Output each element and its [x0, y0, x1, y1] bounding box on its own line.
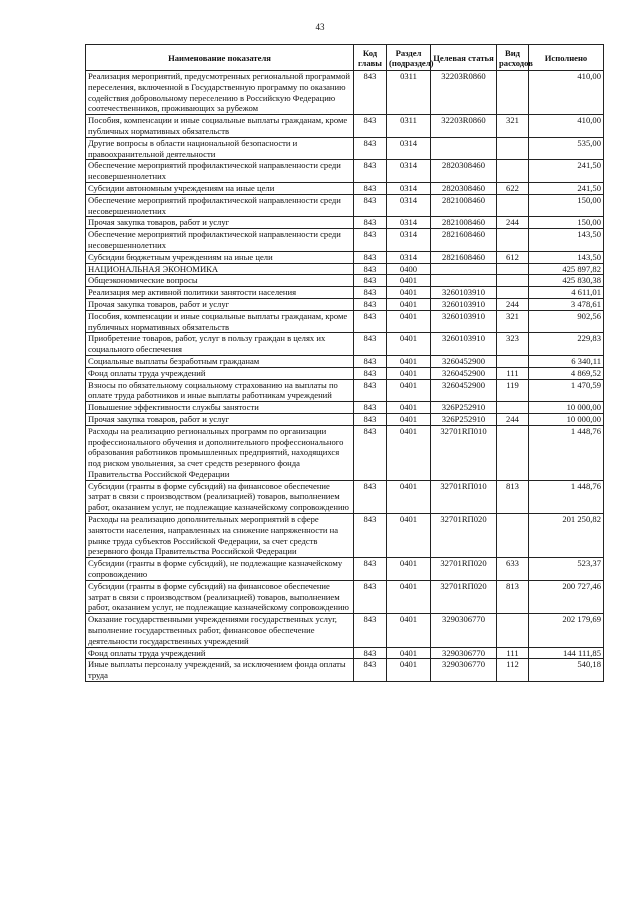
table-cell-amount: 425 830,38 — [529, 275, 604, 287]
table-cell-code: 843 — [354, 558, 387, 581]
table-cell-target: 3260103910 — [431, 310, 497, 333]
table-row — [86, 367, 604, 379]
table-cell-section: 0401 — [387, 367, 431, 379]
table-cell-expense: 244 — [497, 217, 529, 229]
table-cell-amount: 6 340,11 — [529, 355, 604, 367]
table-cell-section: 0314 — [387, 182, 431, 194]
table-cell-expense: 633 — [497, 558, 529, 581]
table-cell-expense: 244 — [497, 413, 529, 425]
table-cell-expense — [497, 614, 529, 647]
table-cell-target — [431, 275, 497, 287]
table-cell-amount: 1 448,76 — [529, 480, 604, 513]
table-cell-expense — [497, 287, 529, 299]
table-cell-amount: 3 478,61 — [529, 298, 604, 310]
header-target: Целевая статья — [431, 45, 497, 71]
table-row — [86, 402, 604, 414]
table-cell-section: 0400 — [387, 263, 431, 275]
table-cell-target: 3260103910 — [431, 287, 497, 299]
table-header-row — [86, 45, 604, 71]
table-cell-name: Общеэкономические вопросы — [86, 275, 354, 287]
table-row — [86, 558, 604, 581]
table-row — [86, 287, 604, 299]
table-cell-expense — [497, 402, 529, 414]
table-row — [86, 182, 604, 194]
table-row — [86, 217, 604, 229]
table-cell-name: Прочая закупка товаров, работ и услуг — [86, 217, 354, 229]
table-cell-section: 0401 — [387, 558, 431, 581]
table-cell-target: 3260452900 — [431, 355, 497, 367]
table-cell-name: Приобретение товаров, работ, услуг в пользу граждан в целях их социального обеспечения — [86, 333, 354, 356]
table-cell-amount: 150,00 — [529, 217, 604, 229]
table-cell-name: Прочая закупка товаров, работ и услуг — [86, 298, 354, 310]
table-cell-expense — [497, 263, 529, 275]
table-cell-expense: 612 — [497, 251, 529, 263]
table-cell-code: 843 — [354, 413, 387, 425]
table-row — [86, 659, 604, 682]
table-cell-section: 0314 — [387, 137, 431, 160]
table-cell-target: 32701RП010 — [431, 480, 497, 513]
table-row — [86, 229, 604, 252]
table-cell-amount: 144 111,85 — [529, 647, 604, 659]
table-cell-target: 32701RП010 — [431, 425, 497, 480]
table-cell-target: 32203R0860 — [431, 115, 497, 138]
table-cell-amount: 10 000,00 — [529, 402, 604, 414]
table-cell-amount: 540,18 — [529, 659, 604, 682]
table-row — [86, 310, 604, 333]
table-row — [86, 379, 604, 402]
table-cell-expense — [497, 275, 529, 287]
table-cell-code: 843 — [354, 402, 387, 414]
table-cell-section: 0314 — [387, 229, 431, 252]
header-name: Наименование показателя — [86, 45, 354, 71]
header-amount: Исполнено — [529, 45, 604, 71]
table-cell-code: 843 — [354, 310, 387, 333]
table-cell-amount: 4 611,01 — [529, 287, 604, 299]
table-cell-section: 0401 — [387, 647, 431, 659]
table-cell-code: 843 — [354, 160, 387, 183]
table-cell-section: 0401 — [387, 298, 431, 310]
table-cell-code: 843 — [354, 333, 387, 356]
table-row — [86, 480, 604, 513]
table-cell-name: Повышение эффективности службы занятости — [86, 402, 354, 414]
table-cell-section: 0314 — [387, 160, 431, 183]
table-cell-name: Субсидии (гранты в форме субсидий) на финансовое обеспечение затрат в связи с производством (реализацией) товаров, выполнением работ, оказанием услуг, не подлежащие казначейскому сопровождению — [86, 480, 354, 513]
table-cell-target: 3260103910 — [431, 298, 497, 310]
table-cell-amount: 241,50 — [529, 160, 604, 183]
table-cell-section: 0401 — [387, 413, 431, 425]
table-cell-name: Субсидии (гранты в форме субсидий), не подлежащие казначейскому сопровождению — [86, 558, 354, 581]
table-cell-name: Прочая закупка товаров, работ и услуг — [86, 413, 354, 425]
table-cell-expense: 323 — [497, 333, 529, 356]
table-cell-code: 843 — [354, 614, 387, 647]
table-cell-amount: 150,00 — [529, 194, 604, 217]
table-cell-expense: 112 — [497, 659, 529, 682]
table-cell-expense — [497, 229, 529, 252]
table-cell-name: Субсидии (гранты в форме субсидий) на финансовое обеспечение затрат в связи с производством (реализацией) товаров, выполнением работ, оказанием услуг, не подлежащие казначейскому сопровождению — [86, 580, 354, 613]
table-cell-expense: 321 — [497, 115, 529, 138]
table-cell-name: Расходы на реализацию дополнительных мероприятий в сфере занятости населения, направленных на снижение напряженности на рынке труда субъектов Российской Федерации, за счет средств резервного фонда Правительства Российской Федерации — [86, 514, 354, 558]
table-cell-amount: 201 250,82 — [529, 514, 604, 558]
table-cell-target: 32701RП020 — [431, 558, 497, 581]
table-cell-code: 843 — [354, 217, 387, 229]
table-row — [86, 115, 604, 138]
table-cell-expense: 111 — [497, 367, 529, 379]
table-cell-expense — [497, 194, 529, 217]
table-cell-code: 843 — [354, 287, 387, 299]
table-cell-amount: 229,83 — [529, 333, 604, 356]
table-cell-code: 843 — [354, 115, 387, 138]
table-cell-expense: 111 — [497, 647, 529, 659]
table-cell-code: 843 — [354, 514, 387, 558]
table-cell-amount: 902,56 — [529, 310, 604, 333]
page-number: 43 — [315, 22, 325, 32]
table-cell-name: Оказание государственными учреждениями государственных услуг, выполнение государственных работ, финансовое обеспечение деятельности государственных учреждений — [86, 614, 354, 647]
table-row — [86, 71, 604, 115]
table-cell-target: 32701RП020 — [431, 580, 497, 613]
table-cell-target — [431, 263, 497, 275]
table-cell-name: НАЦИОНАЛЬНАЯ ЭКОНОМИКА — [86, 263, 354, 275]
table-cell-target: 2821608460 — [431, 251, 497, 263]
header-expense: Вид расходов — [497, 45, 529, 71]
table-cell-amount: 523,37 — [529, 558, 604, 581]
table-cell-code: 843 — [354, 275, 387, 287]
table-row — [86, 251, 604, 263]
table-cell-code: 843 — [354, 137, 387, 160]
table-row — [86, 614, 604, 647]
table-cell-name: Субсидии автономным учреждениям на иные цели — [86, 182, 354, 194]
table-cell-name: Обеспечение мероприятий профилактической направленности среди несовершеннолетних — [86, 160, 354, 183]
table-cell-name: Иные выплаты персоналу учреждений, за исключением фонда оплаты труда — [86, 659, 354, 682]
table-cell-expense — [497, 71, 529, 115]
table-cell-amount: 535,00 — [529, 137, 604, 160]
table-cell-code: 843 — [354, 182, 387, 194]
table-cell-target: 3260452900 — [431, 367, 497, 379]
table-cell-code: 843 — [354, 367, 387, 379]
table-cell-section: 0401 — [387, 580, 431, 613]
table-cell-target: 32701RП020 — [431, 514, 497, 558]
table-cell-code: 843 — [354, 194, 387, 217]
header-code: Код главы — [354, 45, 387, 71]
table-cell-code: 843 — [354, 647, 387, 659]
table-cell-section: 0401 — [387, 287, 431, 299]
table-cell-name: Пособия, компенсации и иные социальные выплаты гражданам, кроме публичных нормативных обязательств — [86, 310, 354, 333]
table-row — [86, 413, 604, 425]
table-cell-expense — [497, 425, 529, 480]
table-cell-amount: 200 727,46 — [529, 580, 604, 613]
table-cell-name: Обеспечение мероприятий профилактической направленности среди несовершеннолетних — [86, 229, 354, 252]
table-cell-code: 843 — [354, 263, 387, 275]
table-cell-target: 3290306770 — [431, 614, 497, 647]
table-row — [86, 355, 604, 367]
table-cell-target — [431, 137, 497, 160]
table-cell-amount: 410,00 — [529, 71, 604, 115]
table-cell-target: 2821608460 — [431, 229, 497, 252]
table-row — [86, 425, 604, 480]
table-cell-expense — [497, 160, 529, 183]
table-cell-code: 843 — [354, 355, 387, 367]
table-cell-expense: 813 — [497, 580, 529, 613]
table-row — [86, 333, 604, 356]
table-cell-section: 0401 — [387, 333, 431, 356]
table-cell-amount: 4 869,52 — [529, 367, 604, 379]
table-row — [86, 275, 604, 287]
table-row — [86, 137, 604, 160]
table-cell-code: 843 — [354, 580, 387, 613]
table-cell-target: 326P252910 — [431, 402, 497, 414]
table-cell-code: 843 — [354, 71, 387, 115]
table-row — [86, 263, 604, 275]
table-cell-name: Расходы на реализацию региональных программ по организации профессионального обучения и дополнительного профессионального образования работников промышленных предприятий, находящихся под риском увольнения, за счет средств резервного фонда Правительства Российской Федерации — [86, 425, 354, 480]
table-cell-section: 0401 — [387, 614, 431, 647]
table-cell-amount: 1 448,76 — [529, 425, 604, 480]
table-cell-target: 32203R0860 — [431, 71, 497, 115]
table-cell-expense — [497, 355, 529, 367]
table-cell-code: 843 — [354, 251, 387, 263]
table-cell-expense: 119 — [497, 379, 529, 402]
table-cell-section: 0314 — [387, 217, 431, 229]
table-row — [86, 647, 604, 659]
table-cell-target: 3260452900 — [431, 379, 497, 402]
table-cell-code: 843 — [354, 480, 387, 513]
budget-table — [85, 44, 604, 682]
table-cell-code: 843 — [354, 425, 387, 480]
table-cell-amount: 410,00 — [529, 115, 604, 138]
table-cell-code: 843 — [354, 379, 387, 402]
table-cell-section: 0401 — [387, 514, 431, 558]
table-row — [86, 160, 604, 183]
table-cell-name: Пособия, компенсации и иные социальные выплаты гражданам, кроме публичных нормативных обязательств — [86, 115, 354, 138]
table-cell-name: Реализация мероприятий, предусмотренных региональной программой переселения, включенной в Государственную программу по оказанию содействия добровольному переселению в Российскую Федерацию соотечественников, проживающих за рубежом — [86, 71, 354, 115]
table-row — [86, 298, 604, 310]
table-cell-target: 3290306770 — [431, 659, 497, 682]
table-cell-section: 0401 — [387, 355, 431, 367]
table-cell-amount: 425 897,82 — [529, 263, 604, 275]
table-cell-target: 3260103910 — [431, 333, 497, 356]
table-cell-expense — [497, 514, 529, 558]
table-cell-section: 0401 — [387, 425, 431, 480]
table-cell-section: 0401 — [387, 275, 431, 287]
table-cell-amount: 143,50 — [529, 251, 604, 263]
table-cell-name: Другие вопросы в области национальной безопасности и правоохранительной деятельности — [86, 137, 354, 160]
table-cell-section: 0401 — [387, 379, 431, 402]
table-cell-amount: 202 179,69 — [529, 614, 604, 647]
table-cell-amount: 1 470,59 — [529, 379, 604, 402]
table-cell-target: 2820308460 — [431, 160, 497, 183]
table-cell-expense: 244 — [497, 298, 529, 310]
table-cell-name: Взносы по обязательному социальному страхованию на выплаты по оплате труда работников и иные выплаты работникам учреждений — [86, 379, 354, 402]
table-cell-target: 2821008460 — [431, 217, 497, 229]
table-cell-expense: 813 — [497, 480, 529, 513]
table-cell-section: 0401 — [387, 402, 431, 414]
table-cell-amount: 10 000,00 — [529, 413, 604, 425]
table-cell-code: 843 — [354, 659, 387, 682]
table-cell-name: Фонд оплаты труда учреждений — [86, 647, 354, 659]
table-cell-amount: 143,50 — [529, 229, 604, 252]
table-row — [86, 580, 604, 613]
table-cell-code: 843 — [354, 298, 387, 310]
table-cell-expense: 622 — [497, 182, 529, 194]
table-cell-section: 0314 — [387, 194, 431, 217]
table-cell-code: 843 — [354, 229, 387, 252]
table-cell-name: Обеспечение мероприятий профилактической направленности среди несовершеннолетних — [86, 194, 354, 217]
table-cell-target: 3290306770 — [431, 647, 497, 659]
table-cell-amount: 241,50 — [529, 182, 604, 194]
table-row — [86, 514, 604, 558]
table-cell-section: 0311 — [387, 71, 431, 115]
table-cell-expense — [497, 137, 529, 160]
table-cell-name: Реализация мер активной политики занятости населения — [86, 287, 354, 299]
table-cell-name: Фонд оплаты труда учреждений — [86, 367, 354, 379]
table-cell-section: 0314 — [387, 251, 431, 263]
table-cell-target: 2821008460 — [431, 194, 497, 217]
table-cell-expense: 321 — [497, 310, 529, 333]
table-cell-target: 2820308460 — [431, 182, 497, 194]
table-cell-name: Субсидии бюджетным учреждениям на иные цели — [86, 251, 354, 263]
table-row — [86, 194, 604, 217]
table-cell-section: 0401 — [387, 659, 431, 682]
table-cell-section: 0401 — [387, 480, 431, 513]
table-cell-name: Социальные выплаты безработным гражданам — [86, 355, 354, 367]
header-section: Раздел (подраздел) — [387, 45, 431, 71]
table-cell-section: 0401 — [387, 310, 431, 333]
table-cell-section: 0311 — [387, 115, 431, 138]
table-cell-target: 326P252910 — [431, 413, 497, 425]
